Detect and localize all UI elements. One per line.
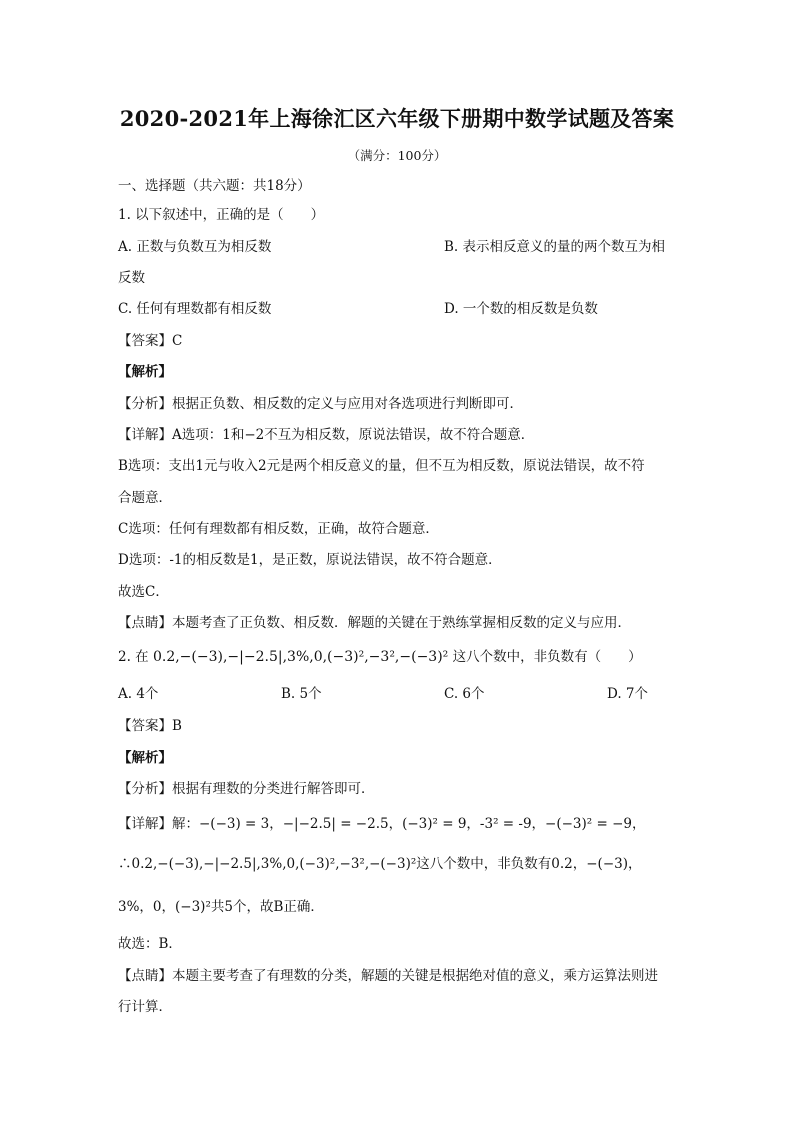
q1-detail-c: C选项：任何有理数都有相反数，正确，故符合题意． [118,521,439,537]
page-title: 2020-2021年上海徐汇区六年级下册期中数学试题及答案 [119,106,675,131]
q1-detail-d: D选项：-1的相反数是1，是正数，原说法错误，故不符合题意． [118,552,502,568]
q2-option-c: C. 6个 [444,686,485,702]
q1-dianjing: 【点睛】本题考查了正负数、相反数．解题的关键在于熟练掌握相反数的定义与应用． [118,615,631,631]
q1-stem: 1. 以下叙述中，正确的是（ ） [118,207,325,223]
q1-option-c: C. 任何有理数都有相反数 [118,301,272,317]
section-heading: 一、选择题（共六题：共18分） [118,178,311,194]
q2-conclusion: 3%，0，(−3)²共5个，故B正确． [118,899,324,915]
q2-stem-suffix: 这八个数中，非负数有（ ） [452,649,642,665]
q1-analysis-heading: 【解析】 [118,364,172,380]
q1-choose: 故选C． [118,584,169,600]
q2-option-d: D. 7个 [607,686,649,702]
q2-detail: 【详解】解：−(−3) = 3，−|−2.5| = −2.5，(−3)² = 9，-3² = -9，−(−3)² = −9， [118,816,646,832]
q2-analysis-heading: 【解析】 [118,750,172,766]
q1-option-a: A. 正数与负数互为相反数 [118,239,272,255]
q2-option-b: B. 5个 [281,686,322,702]
q1-option-b-cont: 反数 [118,270,145,286]
q1-detail-b-cont: 合题意． [118,490,172,506]
full-score-note: （满分：100分） [347,148,447,163]
q2-dianjing: 【点睛】本题主要考查了有理数的分类，解题的关键是根据绝对值的意义，乘方运算法则进 [118,968,658,984]
q1-answer: 【答案】C [118,333,183,349]
q2-stem [118,647,642,667]
q2-fenxi: 【分析】根据有理数的分类进行解答即可． [118,781,375,797]
q2-answer: 【答案】B [118,718,182,734]
q2-dianjing-cont: 行计算． [118,999,172,1015]
q2-option-a: A. 4个 [118,686,159,702]
q1-fenxi: 【分析】根据正负数、相反数的定义与应用对各选项进行判断即可． [118,396,523,412]
q1-option-b: B. 表示相反意义的量的两个数互为相 [444,239,666,255]
q1-detail-a: 【详解】A选项：1和−2不互为相反数，原说法错误，故不符合题意． [118,427,535,443]
q1-option-d: D. 一个数的相反数是负数 [444,301,598,317]
q2-stem-prefix: 2. 在 [118,649,149,665]
q1-detail-b: B选项：支出1元与收入2元是两个相反意义的量，但不互为相反数，原说法错误，故不符 [118,458,645,474]
q2-therefore: ∴0.2,−(−3),−|−2.5|,3%,0,(−3)²,−3²,−(−3)²这八个数中，非负数有0.2，−(−3)， [118,856,642,872]
q2-choose: 故选：B． [118,936,182,952]
q2-stem-numbers: 0.2,−(−3),−|−2.5|,3%,0,(−3)²,−3²,−(−3)² [152,649,449,665]
